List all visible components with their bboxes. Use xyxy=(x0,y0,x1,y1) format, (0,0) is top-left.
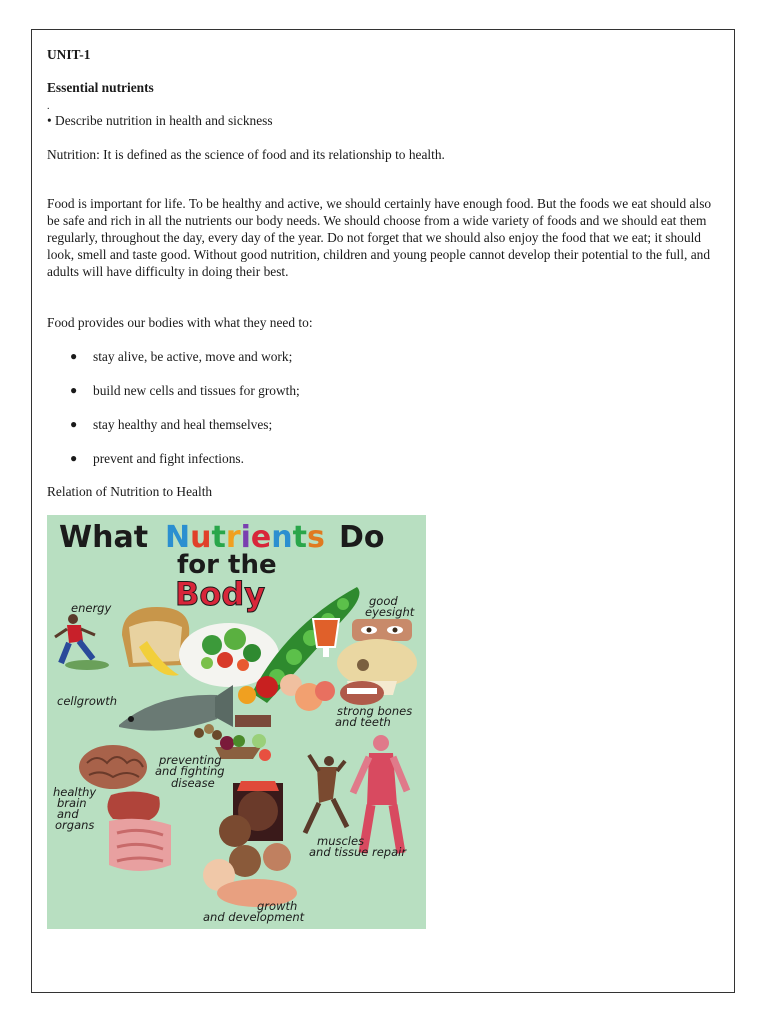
figure-caption: Relation of Nutrition to Health xyxy=(47,484,213,499)
unit-heading: UNIT-1 xyxy=(47,47,91,62)
nutrients-letter: r xyxy=(225,520,241,555)
definition-text: Nutrition: It is defined as the science of food and its relationship to health. xyxy=(47,147,445,162)
nutrients-letter: t xyxy=(211,520,226,555)
label-muscles-1: muscles xyxy=(317,834,365,848)
bullet-icon: ● xyxy=(70,349,78,363)
bullet-icon: ● xyxy=(70,383,78,397)
poster-title-do: Do xyxy=(339,520,385,555)
label-healthy-1: healthy xyxy=(53,785,97,799)
label-cell-growth: cellgrowth xyxy=(57,694,118,708)
label-growth-1: growth xyxy=(257,899,298,913)
label-good-eyesight-2: eyesight xyxy=(365,605,415,619)
nutrients-letter: n xyxy=(271,520,293,555)
face-eyes-illustration xyxy=(352,619,412,641)
label-muscles-2: and tissue repair xyxy=(309,845,407,859)
bullet-icon: ● xyxy=(70,417,78,431)
section-title: Essential nutrients xyxy=(47,80,154,95)
label-healthy-3: and xyxy=(57,807,79,821)
dot-mark: . xyxy=(47,101,50,112)
label-energy: energy xyxy=(71,601,112,615)
poster-title-body: Body xyxy=(175,575,266,613)
bullet-icon: ● xyxy=(70,451,78,465)
objective-text: • Describe nutrition in health and sickness xyxy=(47,113,273,128)
label-growth-2: and development xyxy=(203,910,305,924)
nutrients-letter: i xyxy=(240,520,251,555)
label-healthy-4: organs xyxy=(55,818,95,832)
label-strong-bones-2: and teeth xyxy=(335,715,391,729)
label-preventing-3: disease xyxy=(171,776,215,790)
nutrients-letter: u xyxy=(190,520,212,555)
label-healthy-2: brain xyxy=(57,796,87,810)
nutrition-poster-image xyxy=(47,515,426,929)
poster-title-for-the: for the xyxy=(177,550,277,580)
nutrients-letter: N xyxy=(165,520,191,555)
poster-title-what: What xyxy=(59,520,149,555)
label-good-eyesight-1: good xyxy=(369,594,398,608)
list-intro: Food provides our bodies with what they need to: xyxy=(47,315,313,330)
nutrients-letter: t xyxy=(292,520,307,555)
smile-illustration xyxy=(340,681,384,705)
label-strong-bones-1: strong bones xyxy=(337,704,413,718)
body-paragraph: Food is important for life. To be healthy and active, we should certainly have enough food. But the foods we eat should also be safe and rich in all the nutrients our body needs. We should choose from a wide variety of foods and we should eat them regularly, throughout the day, every day of the year. Do not forget that we should also enjoy the food that we eat; it should look, smell and taste good. Without good nutrition, children and young people cannot develop their potential to the full, and adults will have difficulty in doing their best. xyxy=(47,196,712,279)
nutrients-letter: e xyxy=(250,520,272,555)
document-page: UNIT-1 Essential nutrients . • Describe nutrition in health and sickness Nutrition: It is defined as the science of food and its relationship to health. Food is important for life. To be healthy and active, we should certainly have enough food. But the foods we eat should also be safe and rich in all the nutrients our body needs. We should choose from a wide variety of foods and we should eat them regularly, throughout the day, every day of the year. Do not forget that we should also enjoy the food that we eat; it should look, smell and taste good. Without good nutrition, children and young people cannot develop their potential to the full, and adults will have difficulty in doing their best. Food provides our bodies with what they need to: ● stay alive, be active, move and work; ● build new cells and tissues for growth; ● stay healthy and heal themselves; ● prevent and fight infections. Relation of Nutrition to Health What Nutrients Do for the Body energy good eyesight cellgrowth strong bones and teeth preventing and fighting disease healthy brain and organs muscles and tissue repair growth and development xyxy=(31,29,735,993)
label-preventing-1: preventing xyxy=(159,753,222,767)
brain-illustration xyxy=(79,745,147,789)
nutrients-letter: s xyxy=(306,520,325,555)
label-preventing-2: and fighting xyxy=(155,764,225,778)
